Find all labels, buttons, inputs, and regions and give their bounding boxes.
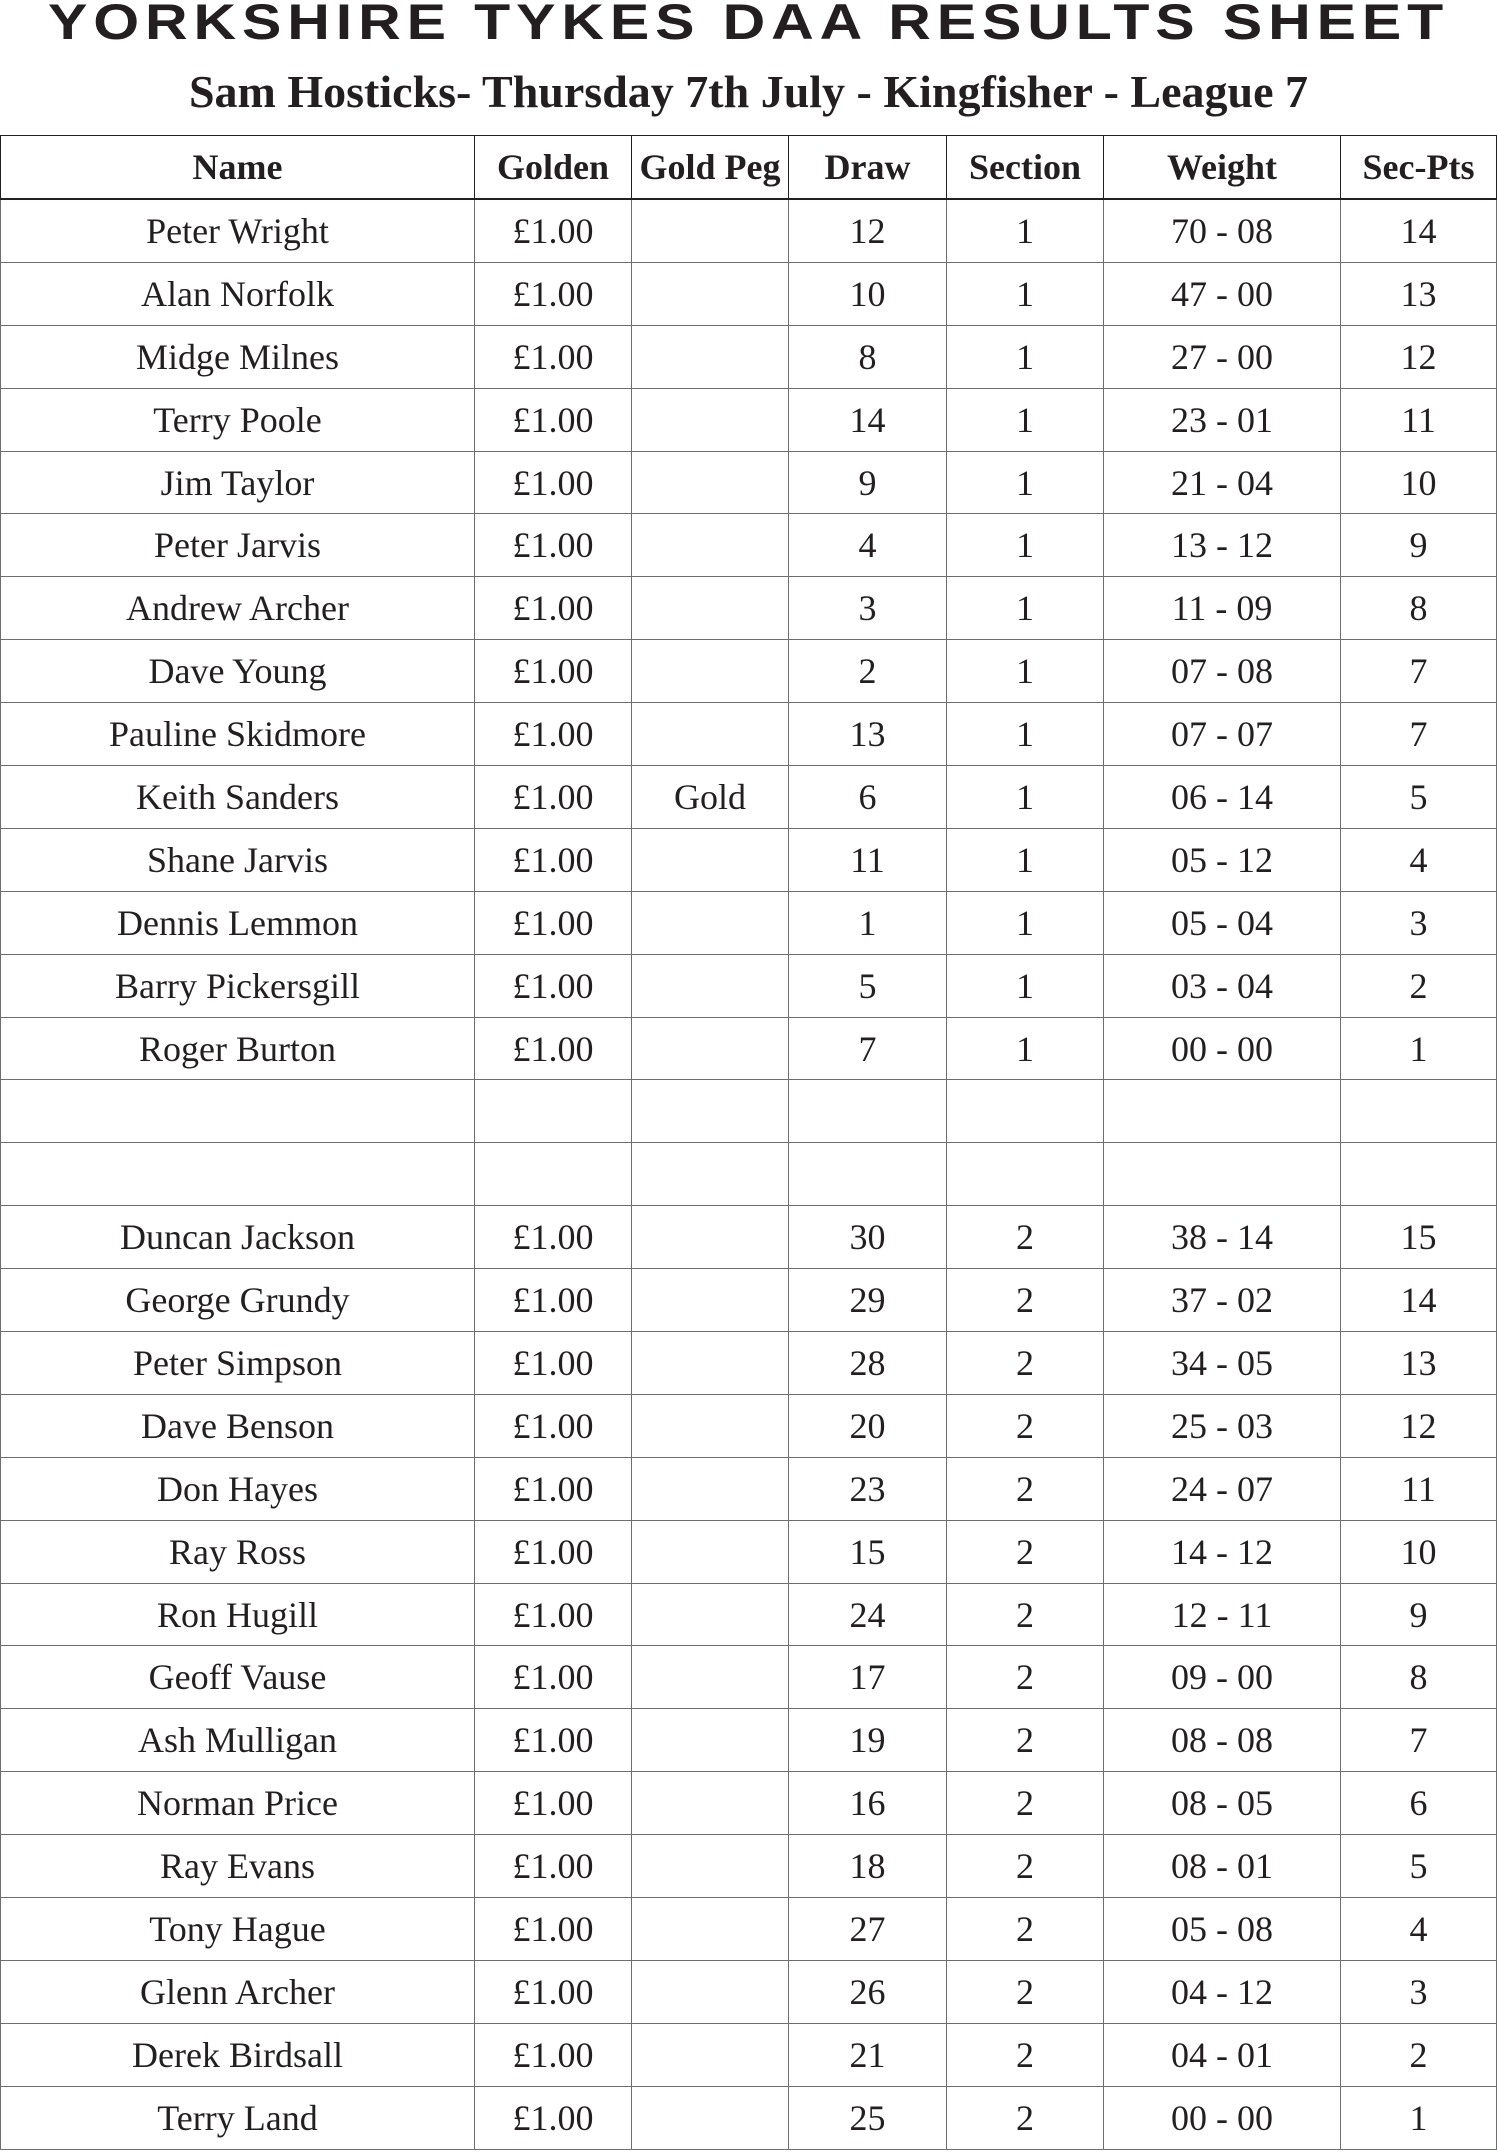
- section-cell: 2: [947, 1394, 1104, 1457]
- golden-cell: £1.00: [475, 1332, 632, 1395]
- section-cell: 1: [947, 891, 1104, 954]
- section-cell: 2: [947, 1960, 1104, 2023]
- gold-peg-cell: [632, 1080, 789, 1143]
- draw-cell: 4: [789, 514, 947, 577]
- golden-cell: £1.00: [475, 325, 632, 388]
- angler-name-cell: Jim Taylor: [1, 451, 475, 514]
- weight-cell: 24 - 07: [1104, 1457, 1341, 1520]
- draw-cell: 8: [789, 325, 947, 388]
- sec-pts-cell: 9: [1341, 514, 1497, 577]
- table-row: [1, 1017, 1497, 1080]
- sec-pts-cell: 10: [1341, 1520, 1497, 1583]
- draw-cell: 14: [789, 388, 947, 451]
- table-row: [1, 1143, 1497, 1206]
- gold-peg-cell: [632, 451, 789, 514]
- sec-pts-cell: 3: [1341, 891, 1497, 954]
- angler-name-cell: Shane Jarvis: [1, 828, 475, 891]
- golden-cell: £1.00: [475, 1898, 632, 1961]
- table-row: [1, 828, 1497, 891]
- table-row: [1, 388, 1497, 451]
- gold-peg-cell: [632, 1583, 789, 1646]
- weight-cell: 00 - 00: [1104, 2086, 1341, 2149]
- weight-cell: [1104, 1143, 1341, 1206]
- draw-cell: 17: [789, 1646, 947, 1709]
- angler-name-cell: Dave Benson: [1, 1394, 475, 1457]
- section-cell: 1: [947, 451, 1104, 514]
- angler-name-cell: Geoff Vause: [1, 1646, 475, 1709]
- draw-cell: 20: [789, 1394, 947, 1457]
- section-cell: 2: [947, 1898, 1104, 1961]
- angler-name-cell: Glenn Archer: [1, 1960, 475, 2023]
- angler-name-cell: Ron Hugill: [1, 1583, 475, 1646]
- sec-pts-cell: 4: [1341, 1898, 1497, 1961]
- column-header-section: Section: [947, 136, 1104, 200]
- sec-pts-cell: 1: [1341, 1017, 1497, 1080]
- golden-cell: £1.00: [475, 828, 632, 891]
- gold-peg-cell: [632, 1520, 789, 1583]
- angler-name-cell: Dennis Lemmon: [1, 891, 475, 954]
- section-cell: [947, 1143, 1104, 1206]
- gold-peg-cell: [632, 1835, 789, 1898]
- section-cell: 2: [947, 1772, 1104, 1835]
- angler-name-cell: [1, 1143, 475, 1206]
- table-row: [1, 1960, 1497, 2023]
- sec-pts-cell: 3: [1341, 1960, 1497, 2023]
- golden-cell: £1.00: [475, 1646, 632, 1709]
- section-cell: 2: [947, 1206, 1104, 1269]
- section-cell: 2: [947, 1269, 1104, 1332]
- table-row: [1, 1898, 1497, 1961]
- sec-pts-cell: 8: [1341, 1646, 1497, 1709]
- golden-cell: £1.00: [475, 1520, 632, 1583]
- table-row: [1, 1206, 1497, 1269]
- sec-pts-cell: 13: [1341, 262, 1497, 325]
- gold-peg-cell: [632, 1017, 789, 1080]
- sec-pts-cell: 7: [1341, 640, 1497, 703]
- golden-cell: £1.00: [475, 451, 632, 514]
- draw-cell: 3: [789, 577, 947, 640]
- angler-name-cell: Barry Pickersgill: [1, 954, 475, 1017]
- sec-pts-cell: 11: [1341, 1457, 1497, 1520]
- weight-cell: 11 - 09: [1104, 577, 1341, 640]
- draw-cell: 12: [789, 199, 947, 262]
- golden-cell: £1.00: [475, 1269, 632, 1332]
- golden-cell: £1.00: [475, 891, 632, 954]
- golden-cell: £1.00: [475, 514, 632, 577]
- weight-cell: 07 - 07: [1104, 703, 1341, 766]
- gold-peg-cell: [632, 199, 789, 262]
- golden-cell: £1.00: [475, 1709, 632, 1772]
- gold-peg-cell: [632, 514, 789, 577]
- section-cell: 2: [947, 1583, 1104, 1646]
- weight-cell: 09 - 00: [1104, 1646, 1341, 1709]
- sec-pts-cell: 2: [1341, 954, 1497, 1017]
- golden-cell: £1.00: [475, 1960, 632, 2023]
- section-cell: 2: [947, 1457, 1104, 1520]
- golden-cell: £1.00: [475, 1835, 632, 1898]
- gold-peg-cell: [632, 325, 789, 388]
- draw-cell: 29: [789, 1269, 947, 1332]
- column-header-gold-peg: Gold Peg: [632, 136, 789, 200]
- gold-peg-cell: [632, 640, 789, 703]
- section-cell: 1: [947, 766, 1104, 829]
- weight-cell: 25 - 03: [1104, 1394, 1341, 1457]
- gold-peg-cell: [632, 2086, 789, 2149]
- section-cell: 1: [947, 514, 1104, 577]
- sec-pts-cell: 1: [1341, 2086, 1497, 2149]
- table-row: [1, 262, 1497, 325]
- weight-cell: 05 - 12: [1104, 828, 1341, 891]
- weight-cell: 08 - 01: [1104, 1835, 1341, 1898]
- golden-cell: £1.00: [475, 954, 632, 1017]
- draw-cell: [789, 1143, 947, 1206]
- table-row: [1, 1646, 1497, 1709]
- table-row: [1, 1520, 1497, 1583]
- weight-cell: 05 - 04: [1104, 891, 1341, 954]
- golden-cell: [475, 1080, 632, 1143]
- golden-cell: £1.00: [475, 1772, 632, 1835]
- draw-cell: 28: [789, 1332, 947, 1395]
- gold-peg-cell: [632, 1394, 789, 1457]
- sec-pts-cell: 14: [1341, 1269, 1497, 1332]
- golden-cell: £1.00: [475, 1457, 632, 1520]
- table-row: [1, 1835, 1497, 1898]
- sec-pts-cell: [1341, 1080, 1497, 1143]
- golden-cell: £1.00: [475, 1394, 632, 1457]
- golden-cell: £1.00: [475, 2086, 632, 2149]
- angler-name-cell: Ray Ross: [1, 1520, 475, 1583]
- draw-cell: 24: [789, 1583, 947, 1646]
- weight-cell: [1104, 1080, 1341, 1143]
- gold-peg-cell: [632, 1772, 789, 1835]
- golden-cell: £1.00: [475, 388, 632, 451]
- gold-peg-cell: [632, 1206, 789, 1269]
- table-row: [1, 1772, 1497, 1835]
- table-row: [1, 891, 1497, 954]
- draw-cell: 1: [789, 891, 947, 954]
- gold-peg-cell: [632, 1143, 789, 1206]
- section-cell: 1: [947, 325, 1104, 388]
- angler-name-cell: Terry Land: [1, 2086, 475, 2149]
- weight-cell: 47 - 00: [1104, 262, 1341, 325]
- table-row: [1, 325, 1497, 388]
- angler-name-cell: Don Hayes: [1, 1457, 475, 1520]
- angler-name-cell: Norman Price: [1, 1772, 475, 1835]
- table-row: [1, 1583, 1497, 1646]
- gold-peg-cell: [632, 828, 789, 891]
- sec-pts-cell: 11: [1341, 388, 1497, 451]
- sec-pts-cell: 5: [1341, 1835, 1497, 1898]
- table-row: [1, 1080, 1497, 1143]
- table-row: [1, 1457, 1497, 1520]
- weight-cell: 23 - 01: [1104, 388, 1341, 451]
- draw-cell: 19: [789, 1709, 947, 1772]
- section-cell: 1: [947, 640, 1104, 703]
- angler-name-cell: Andrew Archer: [1, 577, 475, 640]
- draw-cell: 26: [789, 1960, 947, 2023]
- angler-name-cell: Terry Poole: [1, 388, 475, 451]
- gold-peg-cell: [632, 1646, 789, 1709]
- table-row: [1, 514, 1497, 577]
- sec-pts-cell: 7: [1341, 703, 1497, 766]
- table-row: [1, 640, 1497, 703]
- weight-cell: 06 - 14: [1104, 766, 1341, 829]
- weight-cell: 27 - 00: [1104, 325, 1341, 388]
- weight-cell: 21 - 04: [1104, 451, 1341, 514]
- draw-cell: 15: [789, 1520, 947, 1583]
- section-cell: 2: [947, 1646, 1104, 1709]
- draw-cell: 5: [789, 954, 947, 1017]
- section-cell: 2: [947, 1520, 1104, 1583]
- gold-peg-cell: Gold: [632, 766, 789, 829]
- table-row: [1, 577, 1497, 640]
- table-row: [1, 1269, 1497, 1332]
- angler-name-cell: Ash Mulligan: [1, 1709, 475, 1772]
- table-row: [1, 766, 1497, 829]
- draw-cell: 30: [789, 1206, 947, 1269]
- section-cell: 2: [947, 2023, 1104, 2086]
- angler-name-cell: Derek Birdsall: [1, 2023, 475, 2086]
- weight-cell: 34 - 05: [1104, 1332, 1341, 1395]
- gold-peg-cell: [632, 1709, 789, 1772]
- draw-cell: 2: [789, 640, 947, 703]
- angler-name-cell: George Grundy: [1, 1269, 475, 1332]
- section-cell: [947, 1080, 1104, 1143]
- section-cell: 1: [947, 703, 1104, 766]
- weight-cell: 37 - 02: [1104, 1269, 1341, 1332]
- weight-cell: 04 - 12: [1104, 1960, 1341, 2023]
- gold-peg-cell: [632, 262, 789, 325]
- draw-cell: 10: [789, 262, 947, 325]
- weight-cell: 08 - 08: [1104, 1709, 1341, 1772]
- angler-name-cell: Dave Young: [1, 640, 475, 703]
- sec-pts-cell: 5: [1341, 766, 1497, 829]
- angler-name-cell: Peter Wright: [1, 199, 475, 262]
- sec-pts-cell: 2: [1341, 2023, 1497, 2086]
- weight-cell: 00 - 00: [1104, 1017, 1341, 1080]
- golden-cell: £1.00: [475, 640, 632, 703]
- weight-cell: 04 - 01: [1104, 2023, 1341, 2086]
- draw-cell: 16: [789, 1772, 947, 1835]
- angler-name-cell: [1, 1080, 475, 1143]
- table-row: [1, 2086, 1497, 2149]
- table-row: [1, 199, 1497, 262]
- angler-name-cell: Ray Evans: [1, 1835, 475, 1898]
- header-row: [1, 136, 1497, 200]
- weight-cell: 05 - 08: [1104, 1898, 1341, 1961]
- section-cell: 1: [947, 828, 1104, 891]
- angler-name-cell: Keith Sanders: [1, 766, 475, 829]
- gold-peg-cell: [632, 2023, 789, 2086]
- golden-cell: [475, 1143, 632, 1206]
- draw-cell: 6: [789, 766, 947, 829]
- section-cell: 1: [947, 199, 1104, 262]
- draw-cell: 23: [789, 1457, 947, 1520]
- match-subtitle: Sam Hosticks- Thursday 7th July - Kingfisher - League 7: [188, 66, 1309, 117]
- sec-pts-cell: 6: [1341, 1772, 1497, 1835]
- sec-pts-cell: [1341, 1143, 1497, 1206]
- results-body: [1, 199, 1497, 2149]
- sec-pts-cell: 7: [1341, 1709, 1497, 1772]
- section-cell: 1: [947, 954, 1104, 1017]
- gold-peg-cell: [632, 1960, 789, 2023]
- sec-pts-cell: 12: [1341, 325, 1497, 388]
- section-cell: 2: [947, 1332, 1104, 1395]
- draw-cell: 9: [789, 451, 947, 514]
- table-row: [1, 2023, 1497, 2086]
- draw-cell: [789, 1080, 947, 1143]
- table-row: [1, 1709, 1497, 1772]
- sec-pts-cell: 15: [1341, 1206, 1497, 1269]
- draw-cell: 7: [789, 1017, 947, 1080]
- golden-cell: £1.00: [475, 1017, 632, 1080]
- draw-cell: 11: [789, 828, 947, 891]
- golden-cell: £1.00: [475, 1583, 632, 1646]
- sec-pts-cell: 9: [1341, 1583, 1497, 1646]
- golden-cell: £1.00: [475, 703, 632, 766]
- gold-peg-cell: [632, 954, 789, 1017]
- section-cell: 1: [947, 1017, 1104, 1080]
- gold-peg-cell: [632, 1898, 789, 1961]
- golden-cell: £1.00: [475, 199, 632, 262]
- gold-peg-cell: [632, 703, 789, 766]
- table-row: [1, 451, 1497, 514]
- weight-cell: 13 - 12: [1104, 514, 1341, 577]
- draw-cell: 25: [789, 2086, 947, 2149]
- results-table: [0, 135, 1497, 2150]
- draw-cell: 18: [789, 1835, 947, 1898]
- gold-peg-cell: [632, 577, 789, 640]
- angler-name-cell: Duncan Jackson: [1, 1206, 475, 1269]
- gold-peg-cell: [632, 1269, 789, 1332]
- section-cell: 1: [947, 388, 1104, 451]
- gold-peg-cell: [632, 891, 789, 954]
- weight-cell: 12 - 11: [1104, 1583, 1341, 1646]
- section-cell: 2: [947, 2086, 1104, 2149]
- weight-cell: 14 - 12: [1104, 1520, 1341, 1583]
- table-row: [1, 703, 1497, 766]
- section-cell: 2: [947, 1835, 1104, 1898]
- draw-cell: 27: [789, 1898, 947, 1961]
- gold-peg-cell: [632, 1457, 789, 1520]
- weight-cell: 08 - 05: [1104, 1772, 1341, 1835]
- sheet-title: YORKSHIRE TYKES DAA RESULTS SHEET: [47, 0, 1450, 50]
- sec-pts-cell: 13: [1341, 1332, 1497, 1395]
- golden-cell: £1.00: [475, 577, 632, 640]
- sec-pts-cell: 12: [1341, 1394, 1497, 1457]
- table-row: [1, 954, 1497, 1017]
- sec-pts-cell: 8: [1341, 577, 1497, 640]
- weight-cell: 03 - 04: [1104, 954, 1341, 1017]
- sec-pts-cell: 4: [1341, 828, 1497, 891]
- weight-cell: 38 - 14: [1104, 1206, 1341, 1269]
- angler-name-cell: Peter Simpson: [1, 1332, 475, 1395]
- column-header-draw: Draw: [789, 136, 947, 200]
- weight-cell: 07 - 08: [1104, 640, 1341, 703]
- column-header-name: Name: [1, 136, 475, 200]
- section-cell: 1: [947, 262, 1104, 325]
- angler-name-cell: Tony Hague: [1, 1898, 475, 1961]
- column-header-weight: Weight: [1104, 136, 1341, 200]
- draw-cell: 13: [789, 703, 947, 766]
- golden-cell: £1.00: [475, 1206, 632, 1269]
- column-header-golden: Golden: [475, 136, 632, 200]
- sec-pts-cell: 10: [1341, 451, 1497, 514]
- gold-peg-cell: [632, 1332, 789, 1395]
- column-header-sec-pts: Sec-Pts: [1341, 136, 1497, 200]
- weight-cell: 70 - 08: [1104, 199, 1341, 262]
- table-row: [1, 1332, 1497, 1395]
- angler-name-cell: Peter Jarvis: [1, 514, 475, 577]
- section-cell: 2: [947, 1709, 1104, 1772]
- golden-cell: £1.00: [475, 766, 632, 829]
- golden-cell: £1.00: [475, 262, 632, 325]
- angler-name-cell: Pauline Skidmore: [1, 703, 475, 766]
- golden-cell: £1.00: [475, 2023, 632, 2086]
- gold-peg-cell: [632, 388, 789, 451]
- angler-name-cell: Midge Milnes: [1, 325, 475, 388]
- draw-cell: 21: [789, 2023, 947, 2086]
- table-row: [1, 1394, 1497, 1457]
- sec-pts-cell: 14: [1341, 199, 1497, 262]
- angler-name-cell: Roger Burton: [1, 1017, 475, 1080]
- section-cell: 1: [947, 577, 1104, 640]
- angler-name-cell: Alan Norfolk: [1, 262, 475, 325]
